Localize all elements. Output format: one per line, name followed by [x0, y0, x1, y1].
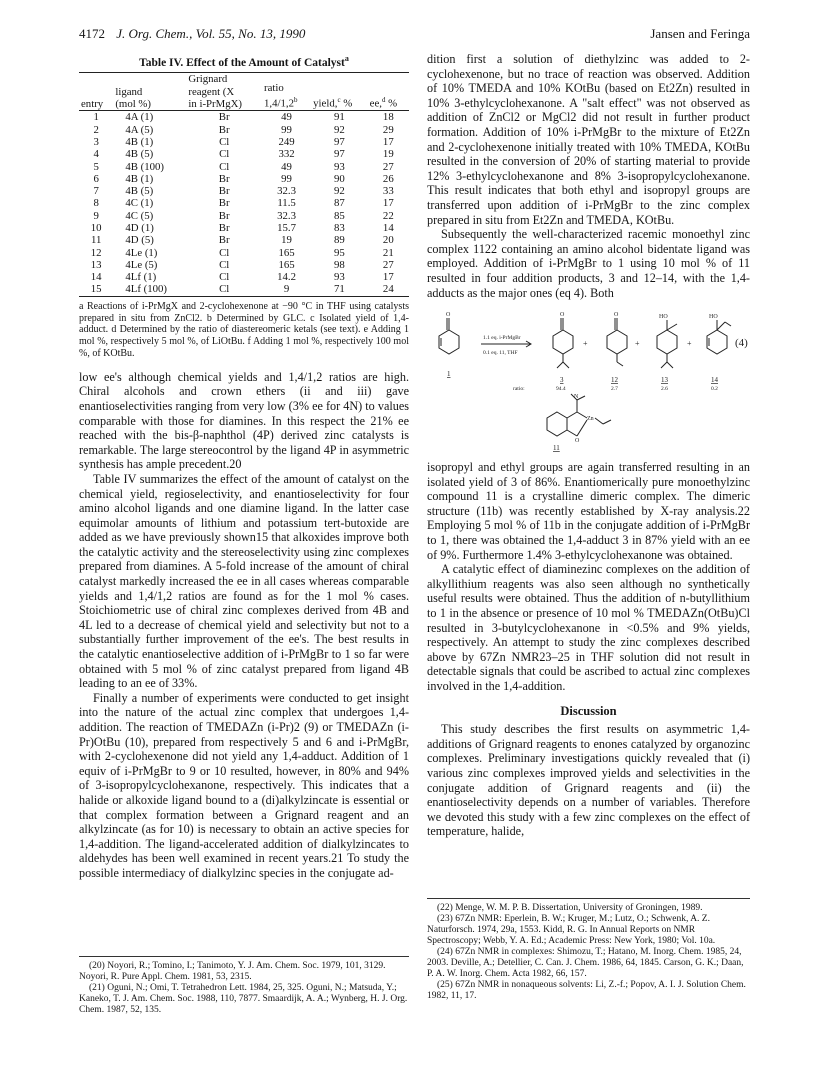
cell-ligand: 4Lf (100): [125, 283, 168, 296]
paragraph: dition first a solution of diethylzinc was added to 2-cyclohexenone, but no trace of reaction was observed. Addition of 10% TMEDA and 10% KOtBu (based on Et2Zn) resulted in 10% 3-ethylcyclohexanone. A "salt effect" was not observed as addition of ZnCl2 or MgCl2 did not result in further product formation. Addition of 10% i-PrMgBr to the mixture of Et2Zn and 2-cyclohexenone initially treated with 10% TMEDA, KOtBu resulted in the conversion of 20% of starting material to provide 12% 3-ethylcyclohexanone and 8% 3-isopropylcyclohexanone. This result indicates that both ethyl and isopropyl groups are transferred upon addition of i-PrMgBr to the zinc complex prepared in situ from Et2Zn and TMEDA, KOtBu.: [427, 52, 750, 227]
ratio-word: ratio:: [513, 386, 525, 393]
cell-ee: 14: [382, 221, 394, 234]
cell-halide: Cl: [219, 135, 230, 148]
table-row: [79, 234, 409, 246]
table-row: [79, 259, 409, 271]
cell-ee: 21: [382, 246, 394, 259]
cell-ee: 19: [382, 148, 394, 161]
cell-ee: 20: [382, 234, 394, 247]
cell-ligand: 4B (100): [125, 160, 165, 173]
paragraph: Table IV summarizes the effect of the amount of catalyst on the chemical yield, regioselectivity, and enantioselectivity for four amino alcohol ligands and one diamine ligand. In the latter case equimolar amounts of lithium and potassium tert-butoxide are added as we have previously shown15 that alkoxides improve both the catalytic activity and the stereoselectivity using zinc complexes prepared from diamines. A 5-fold increase of the amount of chiral catalyst markedly increased the ee in all cases whereas comparable yields and 1,4/1,2 ratios are found as for the 1 mol % cases. Stoichiometric use of chiral zinc complexes derived from 4B and 4L led to a decrease of chemical yield and selectivity but not to a substantially further improvement of the ee's. The best results in the catalytic enantioselective addition of i-PrMgBr to 1 so far were obtained with 5 mol % of zinc catalyst prepared from ligand 4B leading to an ee of 33%.: [79, 471, 409, 691]
table-row: [79, 124, 409, 136]
cell-halide: Br: [218, 123, 230, 136]
left-references: [79, 956, 409, 1016]
cell-ratio: 99: [281, 123, 292, 136]
cell-entry: 5: [93, 160, 99, 173]
compound-label-12: 12: [611, 376, 618, 385]
cell-ee: 22: [382, 209, 394, 222]
catalyst-11-structure: [547, 394, 611, 436]
cell-ligand: 4Lf (1): [125, 271, 157, 284]
cell-ratio: 14.2: [277, 271, 297, 284]
ratio-value-12: 2.7: [611, 386, 618, 393]
header-authors: Jansen and Feringa: [650, 26, 750, 41]
cell-halide: Br: [218, 209, 230, 222]
atom-o-label: O: [446, 312, 451, 319]
cell-ee: 17: [382, 271, 394, 284]
cell-entry: 15: [90, 283, 102, 296]
cell-ligand: 4Le (5): [125, 258, 158, 271]
paragraph: low ee's although chemical yields and 1,4/1,2 ratios are high. Chiral alcohols and crown ethers (ii and iii) gave enantioselectivities ranging from very low (3% ee for 4N) to values comparable with those for diamines. In this respect the 21% ee reached with the bis-β-naphthol (4P) derived zinc catalysts is remarkable. The large stereocontrol by the ligand 4P in asymmetric synthesis has ample precedent.20: [79, 369, 409, 472]
cell-ratio: 49: [281, 160, 292, 173]
cell-ligand: 4B (5): [125, 185, 154, 198]
table-row: [79, 161, 409, 173]
cell-entry: 8: [93, 197, 99, 210]
cell-ratio: 249: [278, 135, 295, 148]
compound-label-11: 11: [553, 444, 560, 453]
plus-sign: +: [583, 339, 588, 349]
journal-citation: J. Org. Chem., Vol. 55, No. 13, 1990: [116, 26, 306, 41]
reference: (23) 67Zn NMR: Eperlein, B. W.; Kruger, M.; Lutz, O.; Schwenk, A. Z. Naturforsch. 1974, 29a, 1553. Kidd, R. G. In Annual Reports on NMR Spectroscopy; Webb, Y. A. Ed.; Academic Press: New York, 1980; Vol. 10a.: [427, 914, 716, 946]
paragraph: Subsequently the well-characterized racemic monoethyl zinc complex 1122 containing an amino alcohol bidentate ligand was employed. Addition of i-PrMgBr to 1 using 10 mol % of 11 resulted in four addition products, 3 and 12–14, with the 1,4-adducts as the major ones (eq 4). Both: [427, 227, 750, 300]
cell-ee: 18: [382, 111, 394, 124]
right-column: [427, 52, 750, 839]
compound-label-3: 3: [560, 376, 564, 385]
reference: (22) Menge, W. M. P. B. Dissertation, University of Groningen, 1989.: [437, 903, 703, 913]
cell-ratio: 99: [281, 172, 292, 185]
product-12-structure: [607, 318, 627, 366]
table-row: [79, 111, 409, 124]
col-ratio: ratio 1,4/1,2$^b$: [263, 82, 298, 111]
right-references: [427, 898, 750, 1002]
cell-ee: 29: [382, 123, 394, 136]
paragraph: Finally a number of experiments were conducted to get insight into the nature of the actual zinc complex that undergoes 1,4-addition. The reaction of TMEDAZn (i-Pr)2 (9) or TMEDAZn (i-Pr)OtBu (10), prepared from respectively 5 and 6 and i-PrMgBr, with 2-cyclohexenone did not yield any 1,4-adduct. Addition of 1 equiv of i-PrMgBr to 9 or 10 resulted, however, in 80% and 94% of 3-isopropylcyclohexanone, respectively. This indicates that a halide or alkoxide ligand bound to a (di)alkylzincate is essential or that complex formation between a Grignard reagent and an alkylzincate (as for 10) is necessary to obtain an active species for 1,4-addition. The ligand-accelerated addition of dialkylzincates to aldehydes has been well examined in recent years.21 To study the possible intermediacy of dialkylzinc species in the conjugate ad-: [79, 690, 409, 880]
cell-halide: Br: [218, 185, 230, 198]
cell-halide: Br: [218, 172, 230, 185]
cell-ee: 26: [382, 172, 394, 185]
cell-ee: 17: [382, 135, 394, 148]
table-row: [79, 148, 409, 160]
cell-halide: Br: [218, 111, 230, 124]
cell-ratio: 165: [278, 258, 295, 271]
table-footnote: a Reactions of i-PrMgX and 2-cyclohexenone at −90 °C in THF using catalysts prepared in situ from ZnCl2. b Determined by GLC. c Isolated yield of 1,4-adduct. d Determined by the ratio of diastereomeric ketals (see text). e Adding 1 mol %, respectively 5 mol %, of LiOtBu. f Adding 1 mol %, respectively 100 mol %, of KOtBu.: [79, 300, 409, 359]
atom-n-label: N: [574, 394, 579, 401]
table-row: [79, 283, 409, 296]
cell-ee: 27: [382, 160, 394, 173]
table-row: [79, 173, 409, 185]
cell-halide: Cl: [219, 271, 230, 284]
atom-o-label: O: [575, 438, 580, 445]
header-left: [79, 26, 305, 42]
cell-entry: 10: [90, 221, 102, 234]
cell-entry: 14: [90, 271, 102, 284]
table-row: [79, 271, 409, 283]
table-row: [79, 197, 409, 209]
page-number: 4172: [79, 26, 105, 41]
reference: (25) 67Zn NMR in nonaqueous solvents: Li, Z.-f.; Popov, A. I. J. Solution Chem. 1982, 11, 17.: [427, 980, 746, 1001]
atom-ho-label: HO: [659, 314, 668, 321]
cell-ratio: 49: [281, 111, 292, 124]
cell-yield: 87: [334, 197, 345, 210]
cell-ee: 24: [382, 283, 394, 296]
cyclohexenone-structure: [439, 318, 459, 354]
catalyst-table: [79, 72, 409, 296]
ratio-value-13: 2.6: [661, 386, 668, 393]
cell-ligand: 4B (5): [125, 148, 154, 161]
cell-ratio: 165: [278, 246, 295, 259]
product-13-structure: [657, 320, 677, 368]
cell-yield: 95: [334, 246, 345, 259]
cell-entry: 4: [93, 148, 99, 161]
cell-ligand: 4D (5): [125, 234, 154, 247]
cell-ligand: 4Le (1): [125, 246, 158, 259]
ratio-value-3: 94.4: [556, 386, 566, 393]
ratio-value-14: 0.2: [711, 386, 718, 393]
atom-zn-label: Zn: [587, 416, 594, 423]
cell-entry: 3: [93, 135, 99, 148]
cell-yield: 92: [334, 185, 345, 198]
cell-ee: 33: [382, 185, 394, 198]
cell-halide: Br: [218, 197, 230, 210]
cell-yield: 93: [334, 271, 345, 284]
cell-yield: 83: [334, 221, 345, 234]
paragraph: isopropyl and ethyl groups are again transferred resulting in an isolated yield of 3 of 86%. Enantiomerically pure monoethylzinc compound 11 is a crystalline dimeric complex. The dimeric structure (11b) was recently established by X-ray analysis.22 Employing 5 mol % of 11b in the conjugate addition of i-PrMgBr to 1, there was obtained the 1,4-adduct 3 in 87% yield with an ee of 9%. Furthermore 1.4% 3-ethylcyclohexanone was obtained.: [427, 460, 750, 562]
atom-ho-label: HO: [709, 314, 718, 321]
cell-yield: 91: [334, 111, 345, 124]
section-heading: Discussion: [560, 703, 617, 718]
cell-entry: 7: [93, 185, 99, 198]
product-14-structure: [707, 320, 731, 354]
running-header: [79, 26, 750, 44]
paragraph: A catalytic effect of diaminezinc complexes on the addition of alkyllithium reagents was also seen although no synthetically useful results were obtained. Thus the addition of n-butyllithium to 1 in the absence or presence of 10 mol % TMEDAZn(OtBu)Cl resulted in 3-butylcyclohexanone in <0.5% and 9% yields, respectively. An attempt to study the zinc complexes described above by 67Zn NMR23–25 in THF solution did not result in detectable signals that could be ascribed to actual zinc complexes involved in the 1,4-addition.: [427, 562, 750, 693]
cell-halide: Cl: [219, 283, 230, 296]
cell-ligand: 4B (1): [125, 172, 154, 185]
equation-4: [427, 304, 750, 454]
cell-halide: Cl: [219, 148, 230, 161]
cell-halide: Cl: [219, 246, 230, 259]
cell-entry: 11: [90, 234, 102, 247]
cell-yield: 85: [334, 209, 345, 222]
compound-label-14: 14: [711, 376, 718, 385]
cell-ratio: 11.5: [277, 197, 296, 210]
table-row: [79, 210, 409, 222]
cell-yield: 97: [334, 148, 345, 161]
cell-yield: 93: [334, 160, 345, 173]
cell-yield: 90: [334, 172, 345, 185]
cell-yield: 71: [334, 283, 345, 296]
col-yield: yield,$^c$ %: [313, 96, 353, 111]
product-3-structure: [553, 318, 573, 368]
cell-ee: 27: [382, 258, 394, 271]
plus-sign: +: [635, 339, 640, 349]
cell-entry: 2: [93, 123, 99, 136]
col-ee: ee,$^d$ %: [369, 96, 398, 111]
atom-o-label: O: [614, 312, 619, 319]
table-row: [79, 185, 409, 197]
reference: (21) Oguni, N.; Omi, T. Tetrahedron Lett. 1984, 25, 325. Oguni, N.; Matsuda, Y.; Kaneko, T. J. Am. Chem. Soc. 1988, 110, 7877. Smaardijk, A. A.; Wynberg, H. J. Org. Chem. 1987, 52, 135.: [79, 983, 408, 1015]
reagent-top: 1.1 eq. i-PrMgBr: [483, 335, 521, 342]
cell-ligand: 4D (1): [125, 221, 154, 234]
table-row: [79, 136, 409, 148]
cell-yield: 89: [334, 234, 345, 247]
cell-ratio: 332: [278, 148, 295, 161]
cell-entry: 12: [90, 246, 102, 259]
cell-ee: 17: [382, 197, 394, 210]
cell-ratio: 15.7: [277, 221, 297, 234]
cell-halide: Cl: [219, 258, 230, 271]
table-row: [79, 222, 409, 234]
reference: (24) 67Zn NMR in complexes: Shimozu, T.; Hatano, M. Inorg. Chem. 1985, 24, 2003. Deville, A.; Detellier, C. Can. J. Chem. 1986, 64, 1845. Carson, G. K.; Daan, P. A. W. Inorg. Chem. Acta 1982, 66, 157.: [427, 947, 744, 979]
cell-yield: 92: [334, 123, 345, 136]
plus-sign: +: [687, 339, 692, 349]
col-grignard: Grignard reagent (X in i-PrMgX): [188, 73, 243, 111]
cell-ligand: 4C (1): [125, 197, 154, 210]
cell-ligand: 4C (5): [125, 209, 154, 222]
paragraph: This study describes the first results on asymmetric 1,4-additions of Grignard reagents to enones catalyzed by organozinc complexes. Preliminary investigations quickly revealed that (i) various zinc complexes improved yields and selectivities in the conjugate addition of Grignard reagents and (ii) the enantioselectivity depends on a number of variables. Therefore we devoted this study with a few zinc complexes on the effect of temperature, halide,: [427, 722, 750, 839]
compound-label-1: 1: [447, 370, 451, 379]
col-entry: entry: [81, 98, 104, 111]
cell-ratio: 19: [281, 234, 292, 247]
equation-number: (4): [735, 337, 748, 350]
left-column: [79, 52, 409, 881]
atom-o-label: O: [560, 312, 565, 319]
col-ligand: ligand (mol %): [115, 85, 152, 111]
reference: (20) Noyori, R.; Tomino, I.; Tanimoto, Y. J. Am. Chem. Soc. 1979, 101, 3129. Noyori, R. Pure Appl. Chem. 1981, 53, 2315.: [79, 961, 386, 982]
cell-ratio: 9: [283, 283, 290, 296]
reagent-bottom: 0.1 eq. 11, THF: [483, 350, 518, 357]
cell-ligand: 4B (1): [125, 135, 154, 148]
cell-yield: 97: [334, 135, 345, 148]
cell-entry: 1: [93, 111, 99, 124]
reaction-scheme: [427, 304, 750, 454]
cell-yield: 98: [334, 258, 345, 271]
cell-ligand: 4A (5): [125, 123, 154, 136]
cell-entry: 13: [90, 258, 102, 271]
cell-entry: 6: [93, 172, 99, 185]
cell-ratio: 32.3: [277, 185, 297, 198]
cell-ligand: 4A (1): [125, 111, 154, 124]
table-title: Table IV. Effect of the Amount of Catalyst$^a$: [139, 54, 349, 69]
cell-halide: Cl: [219, 160, 230, 173]
cell-entry: 9: [93, 209, 99, 222]
compound-label-13: 13: [661, 376, 668, 385]
cell-ratio: 32.3: [277, 209, 297, 222]
cell-halide: Br: [218, 221, 230, 234]
cell-halide: Br: [218, 234, 230, 247]
table-row: [79, 247, 409, 259]
